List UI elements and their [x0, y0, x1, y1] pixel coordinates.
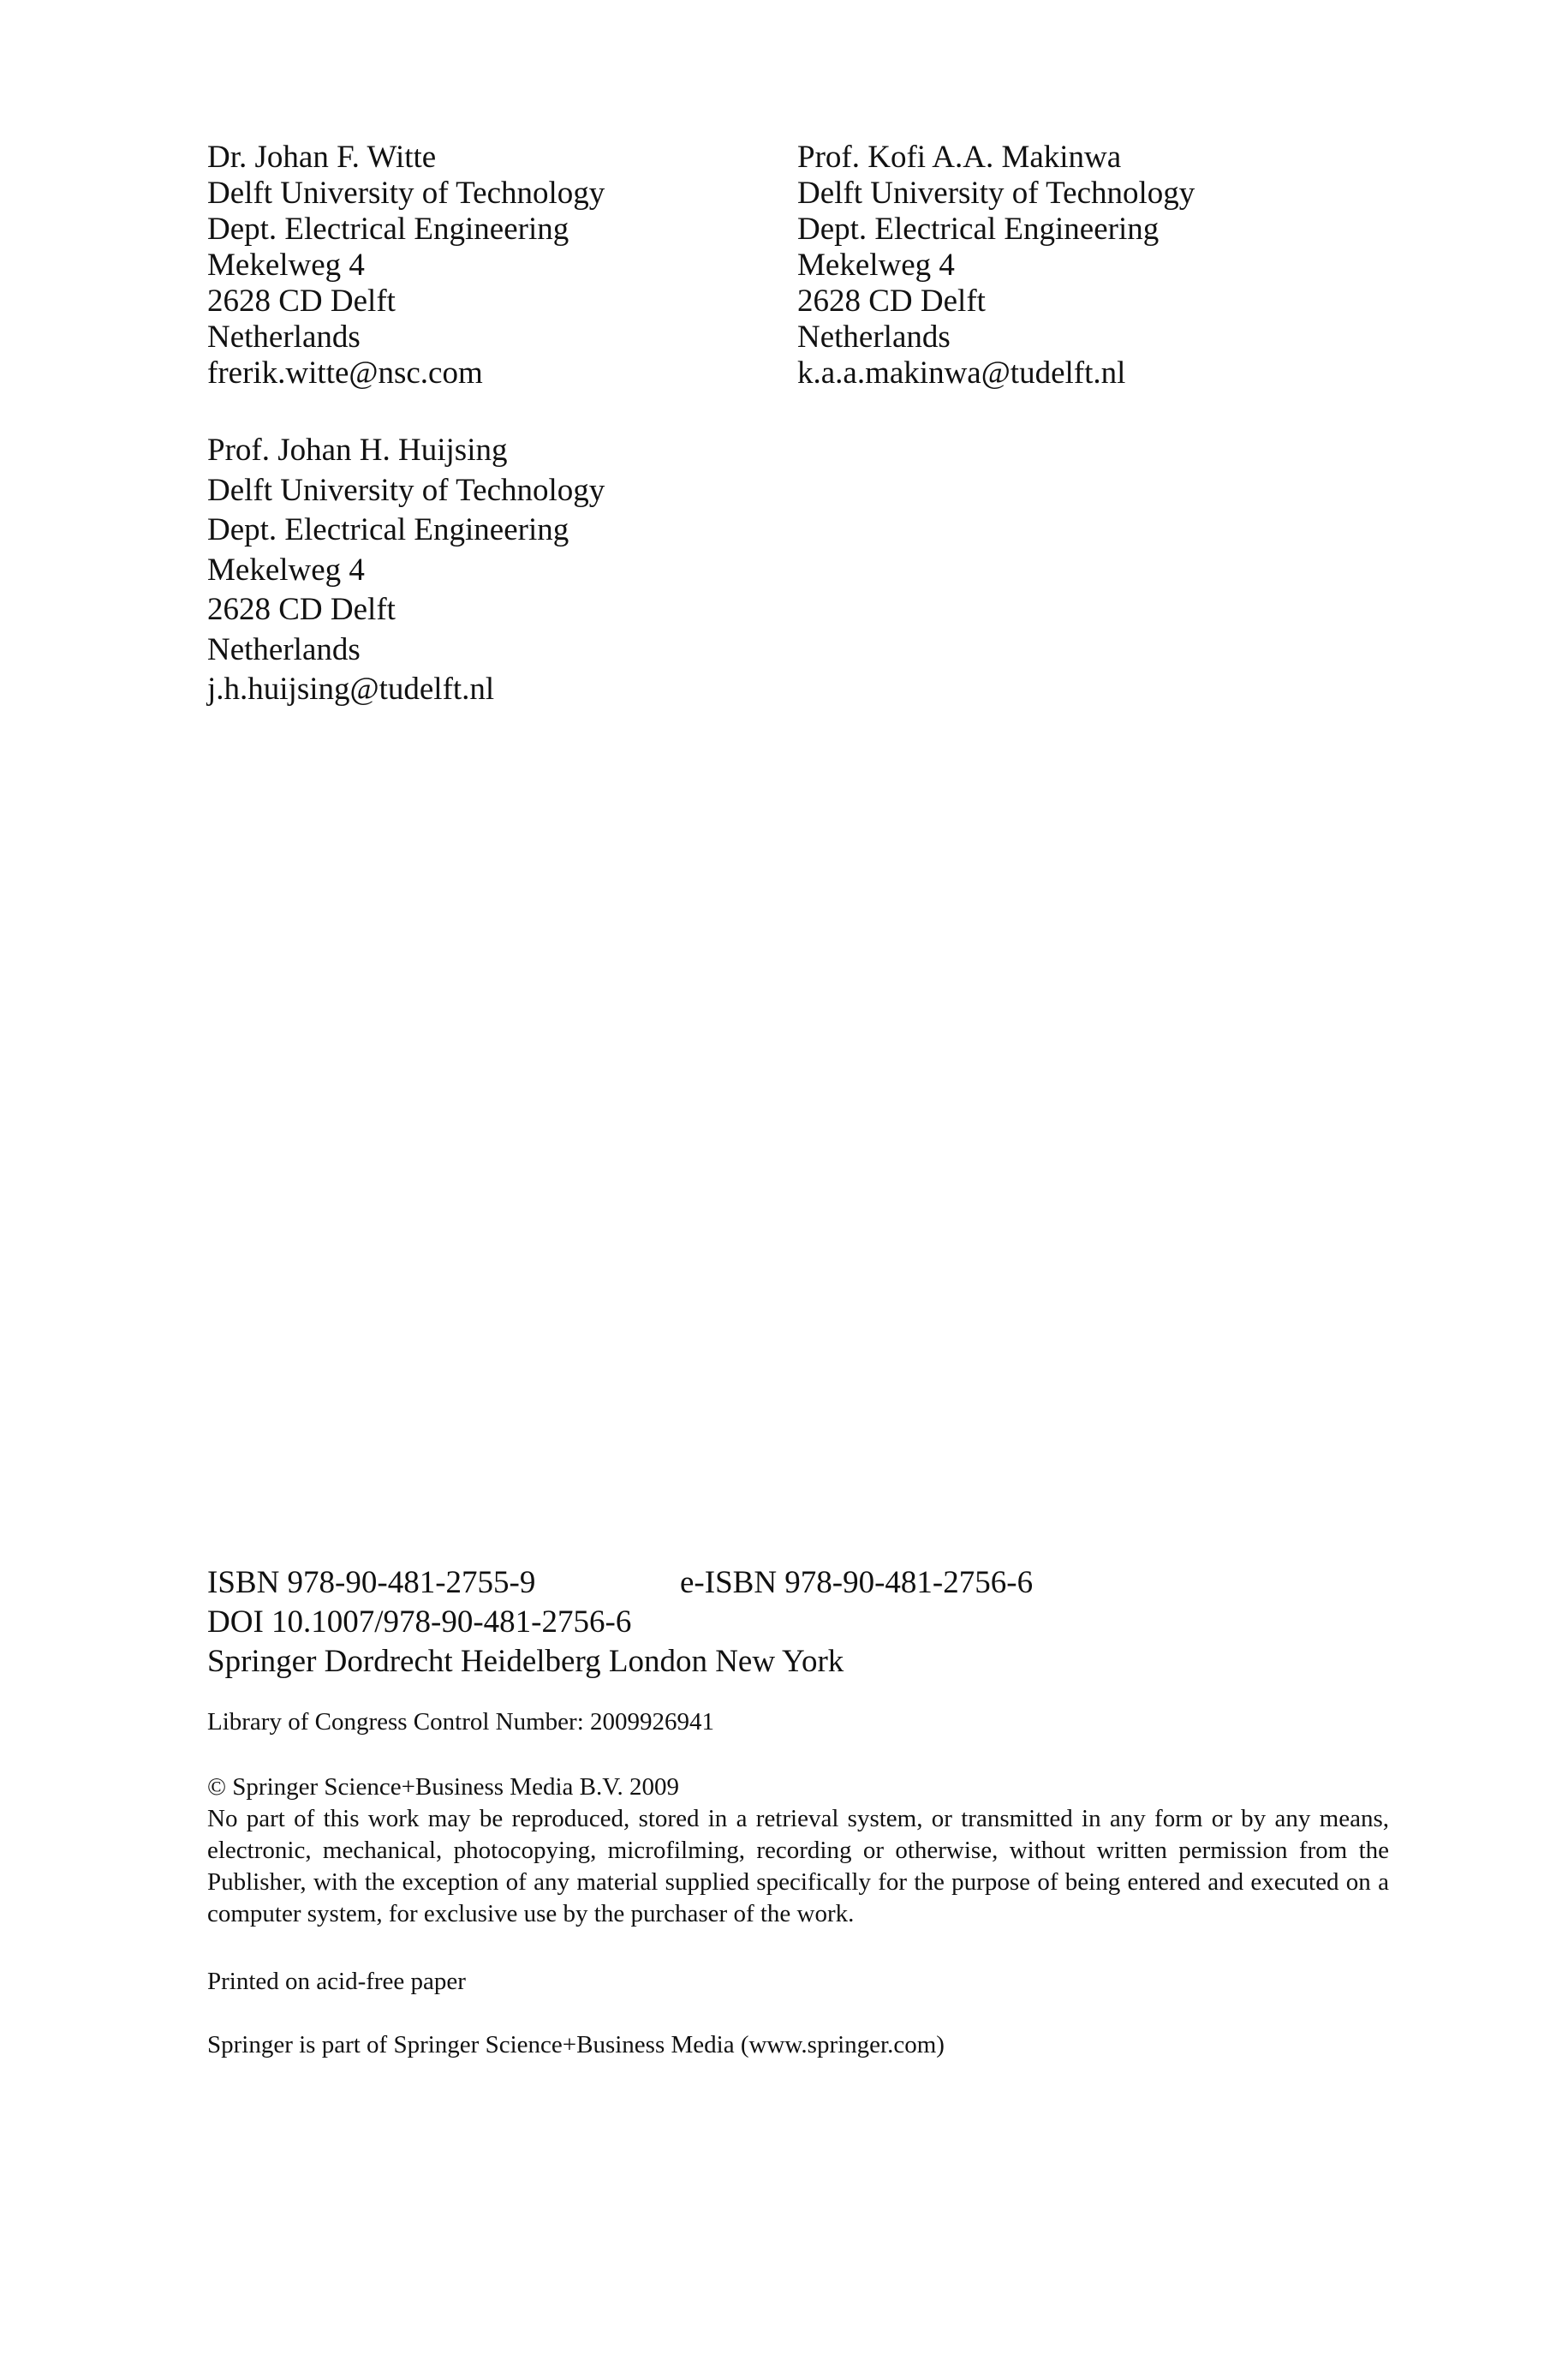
author-name: Dr. Johan F. Witte: [207, 140, 437, 175]
author-city: 2628 CD Delft: [797, 284, 986, 319]
printed-note: Printed on acid-free paper: [207, 1968, 466, 1995]
bibliographic-info: [207, 1563, 1033, 1682]
author-city: 2628 CD Delft: [207, 284, 396, 319]
author-department: Dept. Electrical Engineering: [207, 512, 569, 547]
author-name: Prof. Kofi A.A. Makinwa: [797, 140, 1122, 175]
author-email: k.a.a.makinwa@tudelft.nl: [797, 356, 1126, 391]
publisher-locations: Springer Dordrecht Heidelberg London New York: [207, 1644, 844, 1679]
author-department: Dept. Electrical Engineering: [207, 212, 569, 247]
copyright-line: © Springer Science+Business Media B.V. 2009: [207, 1773, 679, 1801]
author-street: Mekelweg 4: [207, 248, 365, 283]
doi: DOI 10.1007/978-90-481-2756-6: [207, 1604, 632, 1640]
author-country: Netherlands: [207, 631, 361, 667]
isbn: ISBN 978-90-481-2755-9: [207, 1565, 536, 1600]
author-country: Netherlands: [207, 320, 361, 355]
author-address-makinwa: [797, 140, 1195, 391]
author-city: 2628 CD Delft: [207, 592, 396, 627]
author-institution: Delft University of Technology: [797, 176, 1195, 211]
springer-note: Springer is part of Springer Science+Business Media (www.springer.com): [207, 2031, 945, 2058]
author-email: j.h.huijsing@tudelft.nl: [207, 672, 495, 707]
isbn-row: [207, 1563, 1033, 1603]
author-email: frerik.witte@nsc.com: [207, 356, 483, 391]
author-street: Mekelweg 4: [207, 552, 365, 588]
eisbn: e-ISBN 978-90-481-2756-6: [680, 1565, 1034, 1600]
author-institution: Delft University of Technology: [207, 472, 605, 508]
copyright-block: [207, 1772, 1389, 1930]
author-institution: Delft University of Technology: [207, 176, 605, 211]
copyright-notice: No part of this work may be reproduced, stored in a retrieval system, or transmitted in any form or by any means, electronic, mechanical, photocopying, microfilming, recording or otherwise, without written permission from the Publisher, with the exception of any material supplied specifically for the purpose of being entered and executed on a computer system, for exclusive use by the purchaser of the work.: [207, 1805, 1389, 1927]
author-address-huijsing: [207, 431, 605, 710]
author-department: Dept. Electrical Engineering: [797, 212, 1160, 247]
author-street: Mekelweg 4: [797, 248, 955, 283]
author-name: Prof. Johan H. Huijsing: [207, 433, 508, 468]
author-country: Netherlands: [797, 320, 951, 355]
lccn: Library of Congress Control Number: 2009926941: [207, 1708, 715, 1736]
author-address-witte: [207, 140, 605, 391]
